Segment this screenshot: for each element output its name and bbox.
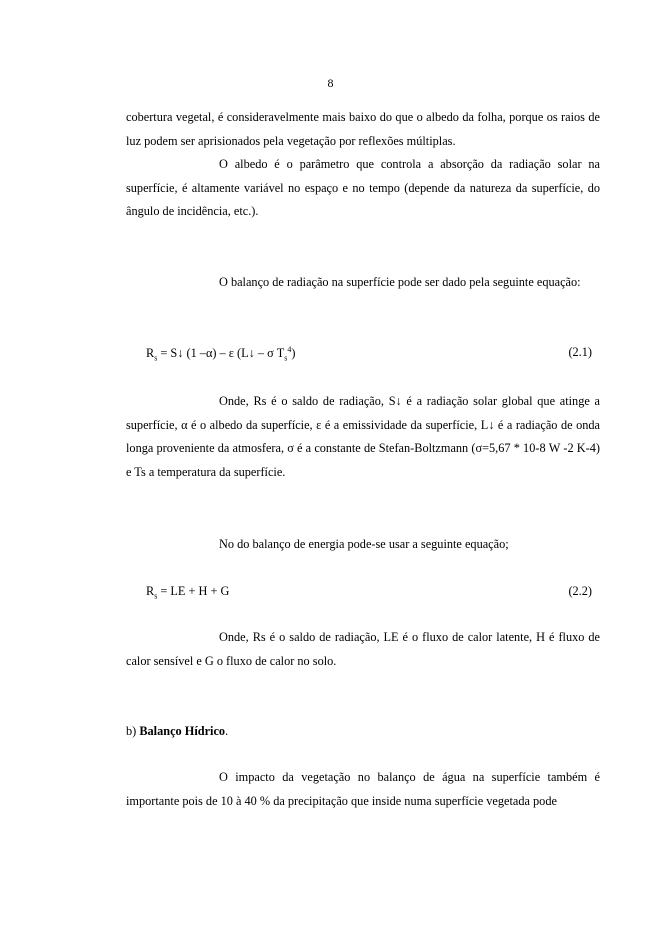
equation-rhs-subscript: s — [284, 353, 288, 363]
equation-rhs-superscript: 4 — [287, 345, 292, 354]
paragraph-water-balance: O impacto da vegetação no balanço de água na superfície também é importante pois de 10 à 40 % da precipitação que inside numa superfície vegetada pode — [126, 770, 600, 808]
equation-rhs: = S↓ (1 –α) – ε (L↓ – σ T — [157, 346, 285, 361]
equation-2-2 — [146, 584, 592, 600]
section-heading — [126, 720, 600, 744]
equation-lhs: R — [146, 584, 155, 598]
equation-lhs-subscript: s — [154, 353, 158, 363]
equation-number: (2.2) — [568, 584, 592, 598]
equation-lhs-subscript: s — [154, 591, 158, 601]
equation-rhs: = LE + H + G — [157, 584, 230, 598]
paragraph-radiation-balance: O balanço de radiação na superfície pode ser dado pela seguinte equação: — [219, 275, 581, 289]
equation-2-1 — [146, 345, 592, 363]
paragraph-energy-balance: No do balanço de energia pode-se usar a seguinte equação; — [219, 537, 509, 551]
paragraph-continuation: cobertura vegetal, é consideravelmente mais baixo do que o albedo da folha, porque os raios de luz podem ser aprisionados pela vegetação por reflexões múltiplas. — [126, 110, 600, 148]
equation-rhs-end: ) — [291, 346, 296, 361]
heading-title: Balanço Hídrico — [139, 724, 226, 738]
equation-number: (2.1) — [568, 345, 592, 359]
paragraph-albedo: O albedo é o parâmetro que controla a absorção da radiação solar na superfície, é altamente variável no espaço e no tempo (depende da natureza da superfície, do ângulo de incidência, etc.). — [126, 157, 600, 219]
heading-prefix: b) — [126, 724, 140, 738]
paragraph-definitions: Onde, Rs é o saldo de radiação, S↓ é a radiação solar global que atinge a superfície, α é o albedo da superfície, ε é a emissividade da superfície, L↓ é a radiação de onda longa proveniente da atmosfera, σ é a constante de Stefan-Boltzmann (σ=5,67 * 10-8 W -2 K-4) e Ts a temperatura da superfície. — [126, 394, 600, 479]
equation-lhs: R — [146, 346, 155, 361]
heading-suffix: . — [225, 724, 229, 738]
paragraph-energy-definitions: Onde, Rs é o saldo de radiação, LE é o fluxo de calor latente, H é fluxo de calor sensível e G o fluxo de calor no solo. — [126, 630, 600, 668]
page-number: 8 — [327, 76, 334, 90]
